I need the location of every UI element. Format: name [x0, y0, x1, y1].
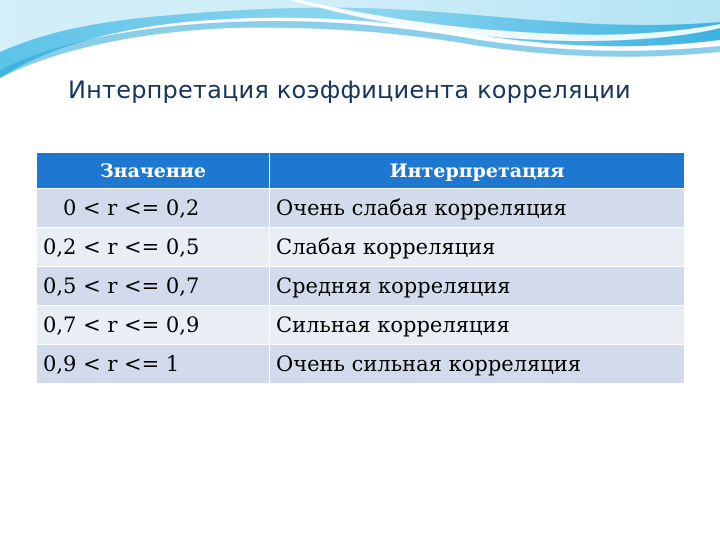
- range-cell: 0,7 < r <= 0,9: [37, 306, 270, 345]
- correlation-table: [36, 152, 685, 384]
- range-cell: 0,2 < r <= 0,5: [37, 228, 270, 267]
- column-header-value: Значение: [37, 153, 270, 189]
- interpretation-cell: Сильная корреляция: [270, 306, 685, 345]
- range-cell: 0 < r <= 0,2: [37, 189, 270, 228]
- interpretation-cell: Очень сильная корреляция: [270, 345, 685, 384]
- table-row: [37, 228, 685, 267]
- table-row: [37, 189, 685, 228]
- table-row: [37, 267, 685, 306]
- table-row: [37, 345, 685, 384]
- decorative-wave: [0, 0, 720, 78]
- table-row: [37, 306, 685, 345]
- interpretation-cell: Очень слабая корреляция: [270, 189, 685, 228]
- slide-title: Интерпретация коэффициента корреляции: [68, 76, 631, 104]
- column-header-interpretation: Интерпретация: [270, 153, 685, 189]
- table-header-row: [37, 153, 685, 189]
- interpretation-cell: Слабая корреляция: [270, 228, 685, 267]
- range-cell: 0,9 < r <= 1: [37, 345, 270, 384]
- interpretation-cell: Средняя корреляция: [270, 267, 685, 306]
- range-cell: 0,5 < r <= 0,7: [37, 267, 270, 306]
